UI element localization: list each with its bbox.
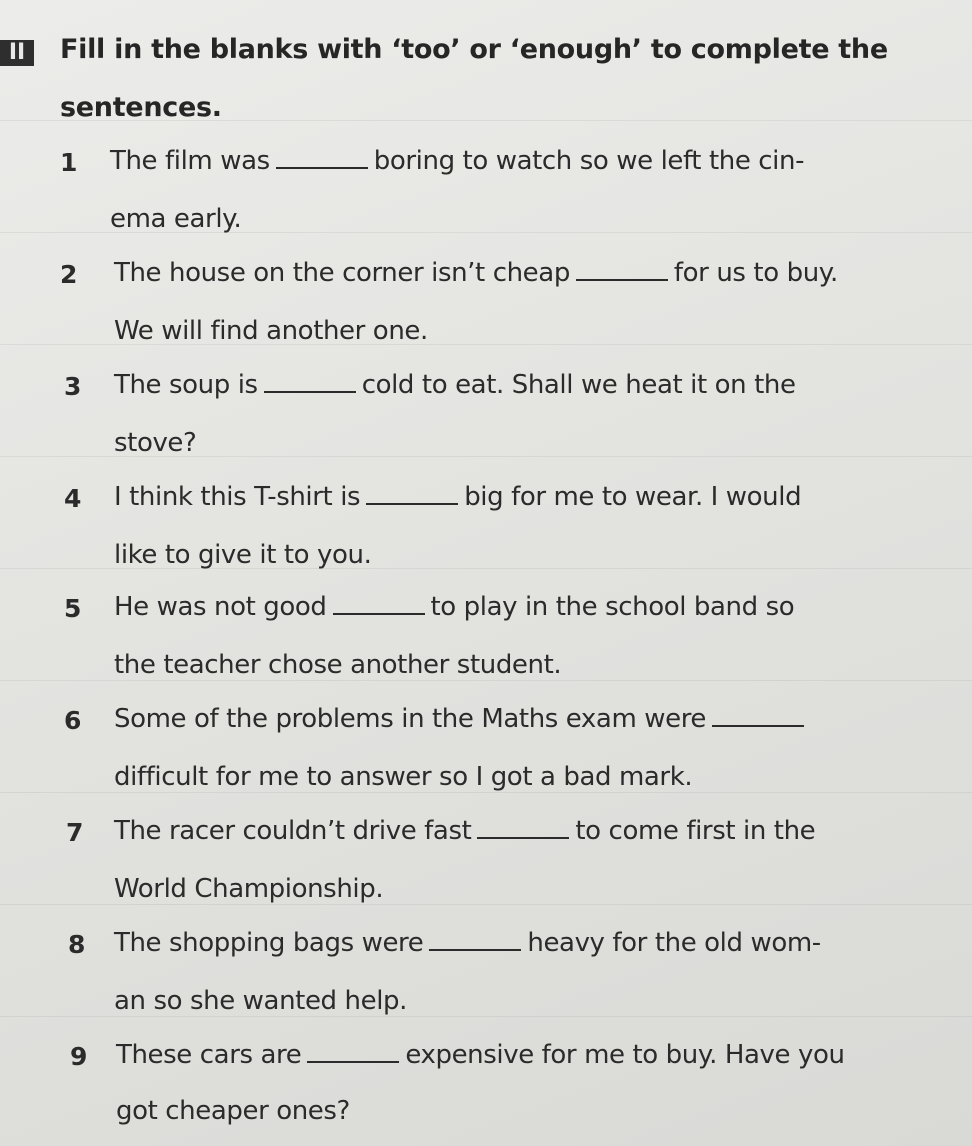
answer-blank[interactable] — [366, 483, 458, 505]
sentence-start: The film was — [110, 146, 270, 176]
answer-blank[interactable] — [264, 371, 356, 393]
answer-blank[interactable] — [477, 817, 569, 839]
item-line-1 — [114, 482, 801, 512]
item-number: 7 — [66, 818, 84, 847]
item-line-1 — [116, 1040, 845, 1070]
item-line-2: an so she wanted help. — [114, 986, 407, 1016]
sentence-start: The racer couldn’t drive fast — [114, 816, 472, 846]
answer-blank[interactable] — [276, 147, 368, 169]
instruction-heading-line-1: Fill in the blanks with ‘too’ or ‘enough’ to complete the — [60, 34, 888, 65]
item-line-1 — [114, 816, 815, 846]
sentence-start: The house on the corner isn’t cheap — [114, 258, 570, 288]
item-line-2: We will find another one. — [114, 316, 428, 346]
sentence-start: The shopping bags were — [114, 928, 424, 958]
item-line-1 — [114, 928, 821, 958]
instruction-heading-line-2: sentences. — [60, 92, 222, 123]
item-line-1 — [110, 146, 804, 176]
item-line-2: World Championship. — [114, 874, 384, 904]
sentence-start: I think this T-shirt is — [114, 482, 361, 512]
answer-blank[interactable] — [333, 593, 425, 615]
answer-blank[interactable] — [429, 929, 521, 951]
section-number-badge: II — [0, 40, 34, 66]
item-line-2: like to give it to you. — [114, 540, 372, 570]
answer-blank[interactable] — [712, 705, 804, 727]
item-line-1 — [114, 370, 796, 400]
sentence-end: big for me to wear. I would — [464, 482, 802, 512]
item-number: 6 — [64, 706, 82, 735]
sentence-end: heavy for the old wom- — [527, 928, 821, 958]
sentence-start: He was not good — [114, 592, 327, 622]
answer-blank[interactable] — [307, 1041, 399, 1063]
sentence-end: cold to eat. Shall we heat it on the — [361, 370, 796, 400]
item-line-2: ema early. — [110, 204, 242, 234]
sentence-start: These cars are — [116, 1040, 302, 1070]
item-line-1 — [114, 592, 794, 622]
sentence-end: expensive for me to buy. Have you — [405, 1040, 845, 1070]
item-number: 9 — [70, 1042, 88, 1071]
sentence-end: to play in the school band so — [430, 592, 795, 622]
item-line-2: got cheaper ones? — [116, 1096, 350, 1126]
sentence-end: boring to watch so we left the cin- — [373, 146, 805, 176]
item-line-1 — [114, 258, 838, 288]
item-line-2: the teacher chose another student. — [114, 650, 562, 680]
item-number: 1 — [60, 148, 78, 177]
sentence-end: for us to buy. — [673, 258, 838, 288]
item-number: 2 — [60, 260, 78, 289]
item-number: 3 — [64, 372, 82, 401]
sentence-start: Some of the problems in the Maths exam were — [114, 704, 707, 734]
item-number: 4 — [64, 484, 82, 513]
sentence-start: The soup is — [114, 370, 258, 400]
item-line-2: difficult for me to answer so I got a bad mark. — [114, 762, 693, 792]
sentence-end: to come first in the — [575, 816, 816, 846]
item-number: 5 — [64, 594, 82, 623]
item-number: 8 — [68, 930, 86, 959]
answer-blank[interactable] — [576, 259, 668, 281]
item-line-2: stove? — [114, 428, 197, 458]
item-line-1 — [114, 704, 810, 734]
